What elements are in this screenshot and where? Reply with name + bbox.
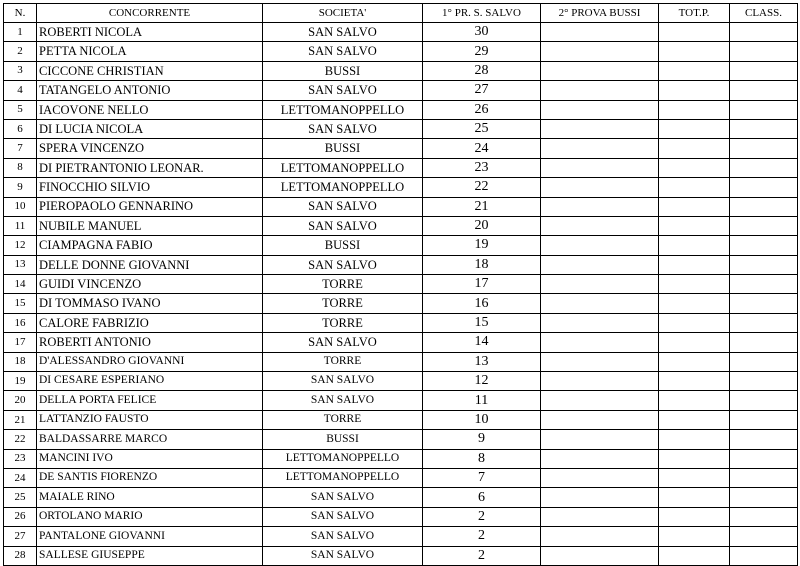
competitor-name: D'ALESSANDRO GIOVANNI: [37, 352, 263, 371]
total-points: [659, 488, 730, 507]
total-points: [659, 178, 730, 197]
total-points: [659, 100, 730, 119]
total-points: [659, 333, 730, 352]
classification: [730, 468, 798, 487]
competitor-name: TATANGELO ANTONIO: [37, 81, 263, 100]
competitor-name: CICCONE CHRISTIAN: [37, 61, 263, 80]
score-prova2: [541, 488, 659, 507]
total-points: [659, 275, 730, 294]
total-points: [659, 313, 730, 332]
header-tot: TOT.P.: [659, 4, 730, 23]
society: BUSSI: [263, 430, 423, 449]
score-prova2: [541, 255, 659, 274]
score-prova1: 16: [423, 294, 541, 313]
society: SAN SALVO: [263, 527, 423, 546]
row-number: 13: [4, 255, 37, 274]
results-table: [3, 3, 798, 566]
header-concorrente: CONCORRENTE: [37, 4, 263, 23]
table-row: [4, 488, 798, 507]
row-number: 8: [4, 158, 37, 177]
society: SAN SALVO: [263, 42, 423, 61]
society: TORRE: [263, 410, 423, 429]
score-prova2: [541, 527, 659, 546]
score-prova1: 11: [423, 391, 541, 410]
score-prova1: 12: [423, 372, 541, 391]
classification: [730, 546, 798, 565]
score-prova2: [541, 333, 659, 352]
row-number: 24: [4, 468, 37, 487]
society: SAN SALVO: [263, 546, 423, 565]
header-class: CLASS.: [730, 4, 798, 23]
score-prova1: 26: [423, 100, 541, 119]
classification: [730, 100, 798, 119]
classification: [730, 294, 798, 313]
table-row: [4, 61, 798, 80]
total-points: [659, 216, 730, 235]
score-prova1: 2: [423, 507, 541, 526]
society: SAN SALVO: [263, 333, 423, 352]
competitor-name: ORTOLANO MARIO: [37, 507, 263, 526]
classification: [730, 507, 798, 526]
competitor-name: DI LUCIA NICOLA: [37, 119, 263, 138]
society: SAN SALVO: [263, 197, 423, 216]
classification: [730, 449, 798, 468]
classification: [730, 139, 798, 158]
classification: [730, 430, 798, 449]
row-number: 21: [4, 410, 37, 429]
classification: [730, 119, 798, 138]
score-prova1: 6: [423, 488, 541, 507]
competitor-name: IACOVONE NELLO: [37, 100, 263, 119]
society: SAN SALVO: [263, 23, 423, 42]
score-prova2: [541, 546, 659, 565]
competitor-name: LATTANZIO FAUSTO: [37, 410, 263, 429]
score-prova1: 7: [423, 468, 541, 487]
classification: [730, 352, 798, 371]
score-prova1: 28: [423, 61, 541, 80]
society: SAN SALVO: [263, 81, 423, 100]
classification: [730, 42, 798, 61]
score-prova1: 14: [423, 333, 541, 352]
row-number: 14: [4, 275, 37, 294]
total-points: [659, 449, 730, 468]
row-number: 7: [4, 139, 37, 158]
competitor-name: BALDASSARRE MARCO: [37, 430, 263, 449]
total-points: [659, 255, 730, 274]
table-row: [4, 275, 798, 294]
competitor-name: MANCINI IVO: [37, 449, 263, 468]
table-row: [4, 313, 798, 332]
row-number: 2: [4, 42, 37, 61]
society: TORRE: [263, 294, 423, 313]
total-points: [659, 23, 730, 42]
table-row: [4, 81, 798, 100]
total-points: [659, 468, 730, 487]
table-row: [4, 139, 798, 158]
society: LETTOMANOPPELLO: [263, 449, 423, 468]
row-number: 4: [4, 81, 37, 100]
total-points: [659, 546, 730, 565]
row-number: 25: [4, 488, 37, 507]
table-row: [4, 507, 798, 526]
row-number: 10: [4, 197, 37, 216]
table-row: [4, 236, 798, 255]
score-prova2: [541, 391, 659, 410]
row-number: 17: [4, 333, 37, 352]
table-row: [4, 100, 798, 119]
header-num: N.: [4, 4, 37, 23]
score-prova2: [541, 507, 659, 526]
total-points: [659, 430, 730, 449]
table-row: [4, 42, 798, 61]
score-prova1: 9: [423, 430, 541, 449]
competitor-name: PIEROPAOLO GENNARINO: [37, 197, 263, 216]
total-points: [659, 139, 730, 158]
classification: [730, 372, 798, 391]
total-points: [659, 236, 730, 255]
classification: [730, 178, 798, 197]
score-prova2: [541, 81, 659, 100]
table-row: [4, 23, 798, 42]
total-points: [659, 527, 730, 546]
classification: [730, 61, 798, 80]
society: LETTOMANOPPELLO: [263, 158, 423, 177]
competitor-name: PETTA NICOLA: [37, 42, 263, 61]
score-prova2: [541, 236, 659, 255]
competitor-name: CALORE FABRIZIO: [37, 313, 263, 332]
table-row: [4, 216, 798, 235]
table-row: [4, 430, 798, 449]
score-prova2: [541, 119, 659, 138]
table-row: [4, 352, 798, 371]
score-prova2: [541, 100, 659, 119]
score-prova1: 24: [423, 139, 541, 158]
competitor-name: SALLESE GIUSEPPE: [37, 546, 263, 565]
competitor-name: DELLE DONNE GIOVANNI: [37, 255, 263, 274]
society: SAN SALVO: [263, 119, 423, 138]
table-row: [4, 527, 798, 546]
total-points: [659, 294, 730, 313]
score-prova1: 13: [423, 352, 541, 371]
total-points: [659, 372, 730, 391]
total-points: [659, 158, 730, 177]
classification: [730, 197, 798, 216]
competitor-name: ROBERTI ANTONIO: [37, 333, 263, 352]
row-number: 22: [4, 430, 37, 449]
classification: [730, 23, 798, 42]
row-number: 12: [4, 236, 37, 255]
row-number: 9: [4, 178, 37, 197]
score-prova1: 27: [423, 81, 541, 100]
table-row: [4, 546, 798, 565]
row-number: 20: [4, 391, 37, 410]
competitor-name: MAIALE RINO: [37, 488, 263, 507]
table-row: [4, 119, 798, 138]
score-prova1: 2: [423, 527, 541, 546]
score-prova2: [541, 294, 659, 313]
score-prova1: 30: [423, 23, 541, 42]
classification: [730, 81, 798, 100]
classification: [730, 255, 798, 274]
row-number: 19: [4, 372, 37, 391]
score-prova1: 18: [423, 255, 541, 274]
table-row: [4, 255, 798, 274]
total-points: [659, 410, 730, 429]
score-prova2: [541, 352, 659, 371]
row-number: 1: [4, 23, 37, 42]
competitor-name: ROBERTI NICOLA: [37, 23, 263, 42]
table-row: [4, 468, 798, 487]
competitor-name: DE SANTIS FIORENZO: [37, 468, 263, 487]
competitor-name: SPERA VINCENZO: [37, 139, 263, 158]
society: LETTOMANOPPELLO: [263, 178, 423, 197]
society: BUSSI: [263, 139, 423, 158]
table-row: [4, 333, 798, 352]
total-points: [659, 61, 730, 80]
society: BUSSI: [263, 236, 423, 255]
score-prova2: [541, 158, 659, 177]
score-prova1: 21: [423, 197, 541, 216]
row-number: 23: [4, 449, 37, 468]
score-prova2: [541, 372, 659, 391]
society: SAN SALVO: [263, 255, 423, 274]
classification: [730, 527, 798, 546]
total-points: [659, 507, 730, 526]
score-prova2: [541, 275, 659, 294]
table-row: [4, 391, 798, 410]
table-row: [4, 197, 798, 216]
score-prova1: 2: [423, 546, 541, 565]
classification: [730, 488, 798, 507]
competitor-name: NUBILE MANUEL: [37, 216, 263, 235]
classification: [730, 333, 798, 352]
society: TORRE: [263, 352, 423, 371]
competitor-name: FINOCCHIO SILVIO: [37, 178, 263, 197]
score-prova2: [541, 313, 659, 332]
row-number: 18: [4, 352, 37, 371]
score-prova2: [541, 216, 659, 235]
score-prova2: [541, 23, 659, 42]
score-prova1: 19: [423, 236, 541, 255]
classification: [730, 158, 798, 177]
society: LETTOMANOPPELLO: [263, 100, 423, 119]
header-prova2: 2° PROVA BUSSI: [541, 4, 659, 23]
score-prova2: [541, 178, 659, 197]
row-number: 6: [4, 119, 37, 138]
society: SAN SALVO: [263, 216, 423, 235]
score-prova1: 10: [423, 410, 541, 429]
score-prova2: [541, 410, 659, 429]
row-number: 5: [4, 100, 37, 119]
score-prova2: [541, 430, 659, 449]
classification: [730, 275, 798, 294]
score-prova2: [541, 468, 659, 487]
score-prova1: 20: [423, 216, 541, 235]
total-points: [659, 391, 730, 410]
classification: [730, 391, 798, 410]
society: SAN SALVO: [263, 372, 423, 391]
society: SAN SALVO: [263, 488, 423, 507]
score-prova1: 29: [423, 42, 541, 61]
classification: [730, 216, 798, 235]
score-prova1: 22: [423, 178, 541, 197]
row-number: 3: [4, 61, 37, 80]
competitor-name: DI PIETRANTONIO LEONAR.: [37, 158, 263, 177]
row-number: 27: [4, 527, 37, 546]
row-number: 15: [4, 294, 37, 313]
competitor-name: DI TOMMASO IVANO: [37, 294, 263, 313]
score-prova1: 25: [423, 119, 541, 138]
classification: [730, 236, 798, 255]
score-prova1: 8: [423, 449, 541, 468]
competitor-name: CIAMPAGNA FABIO: [37, 236, 263, 255]
row-number: 11: [4, 216, 37, 235]
score-prova1: 23: [423, 158, 541, 177]
society: BUSSI: [263, 61, 423, 80]
society: LETTOMANOPPELLO: [263, 468, 423, 487]
total-points: [659, 352, 730, 371]
classification: [730, 410, 798, 429]
competitor-name: DELLA PORTA FELICE: [37, 391, 263, 410]
score-prova2: [541, 197, 659, 216]
header-societa: SOCIETA': [263, 4, 423, 23]
score-prova2: [541, 61, 659, 80]
table-row: [4, 449, 798, 468]
total-points: [659, 197, 730, 216]
society: TORRE: [263, 275, 423, 294]
row-number: 16: [4, 313, 37, 332]
table-row: [4, 372, 798, 391]
header-row: [4, 4, 798, 23]
total-points: [659, 119, 730, 138]
table-row: [4, 178, 798, 197]
score-prova2: [541, 139, 659, 158]
total-points: [659, 81, 730, 100]
row-number: 26: [4, 507, 37, 526]
table-row: [4, 158, 798, 177]
competitor-name: PANTALONE GIOVANNI: [37, 527, 263, 546]
score-prova1: 15: [423, 313, 541, 332]
competitor-name: GUIDI VINCENZO: [37, 275, 263, 294]
competitor-name: DI CESARE ESPERIANO: [37, 372, 263, 391]
score-prova1: 17: [423, 275, 541, 294]
row-number: 28: [4, 546, 37, 565]
score-prova2: [541, 449, 659, 468]
society: SAN SALVO: [263, 391, 423, 410]
society: TORRE: [263, 313, 423, 332]
classification: [730, 313, 798, 332]
header-prova1: 1° PR. S. SALVO: [423, 4, 541, 23]
society: SAN SALVO: [263, 507, 423, 526]
table-row: [4, 410, 798, 429]
score-prova2: [541, 42, 659, 61]
table-row: [4, 294, 798, 313]
total-points: [659, 42, 730, 61]
